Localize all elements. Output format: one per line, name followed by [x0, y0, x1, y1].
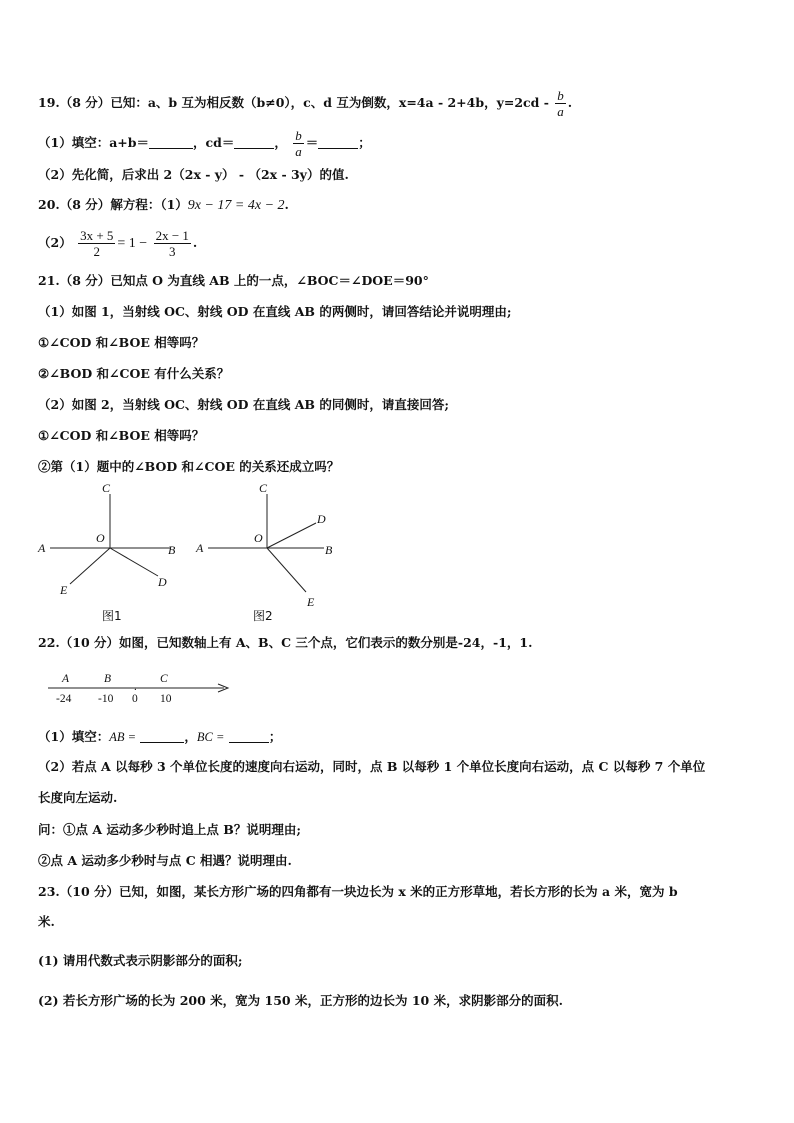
q23-stem-line2: 米.: [38, 914, 55, 929]
q19-text: 已知：a、b 互为相反数（b≠0），c、d 互为倒数，x=4a - 2+4b，y=2cd -: [110, 95, 549, 110]
tick-label-2: -10: [98, 693, 114, 705]
q22-part2a: 问：①点 A 运动多少秒时追上点 B？说明理由;: [38, 822, 301, 837]
fig1-caption: 图1: [102, 609, 122, 623]
q23-stem: 23.（10 分）已知，如图，某长方形广场的四角都有一块边长为 x 米的正方形草地，若长方形的长为 a 米，宽为 b: [38, 884, 678, 899]
q19-number: 19.: [38, 95, 60, 110]
q19-blank-1[interactable]: [149, 136, 193, 149]
q19-blank-3[interactable]: [318, 136, 358, 149]
q22-blank-bc[interactable]: [229, 730, 269, 743]
q22-part2-line2: 长度向左运动.: [38, 790, 118, 805]
fig1-label-e: E: [60, 583, 68, 597]
tick-label-4: 10: [160, 693, 172, 705]
q20-fraction-2: $\frac{2x - 1}{3}$: [155, 228, 189, 259]
q20-stem: 20.（8 分）解方程：（1）9x − 17 = 4x − 2.: [38, 197, 289, 213]
q19-blank-2[interactable]: [234, 136, 274, 149]
fig1-label-a: A: [38, 541, 46, 555]
q22-number-line: [40, 668, 240, 708]
point-b-label: B: [104, 673, 112, 685]
q19-stem: 19.（8 分）已知：a、b 互为相反数（b≠0），c、d 互为倒数，x=4a - 2+4b，y=2cd - $\frac{b}{a}$ .: [38, 88, 573, 119]
q20-equation-1: 9x − 17 = 4x − 2: [187, 198, 285, 213]
q23-part2: (2) 若长方形广场的长为 200 米，宽为 150 米，正方形的边长为 10 米，求阴影部分的面积.: [38, 993, 563, 1008]
fig2-label-a: A: [196, 541, 204, 555]
figure-2: [208, 494, 324, 592]
fig2-ray-oe: [267, 548, 306, 592]
origin-dot: .: [134, 681, 137, 693]
point-a-label: A: [62, 673, 70, 685]
q19-part1-fraction: $\frac{b}{a}$: [295, 128, 302, 159]
fig1-label-o: O: [96, 531, 105, 545]
fig2-label-o: O: [254, 531, 263, 545]
q22-part1: （1）填空：AB = ，BC = ；: [38, 729, 282, 744]
q22-stem: 22.（10 分）如图，已知数轴上有 A、B、C 三个点，它们表示的数分别是-24，-1，1.: [38, 635, 533, 650]
point-c-label: C: [160, 673, 168, 685]
q19-fraction: $\frac{b}{a}$: [557, 88, 564, 119]
fig2-label-d: D: [317, 512, 326, 526]
q20-fraction-1: $\frac{3x + 5}{2}$: [80, 228, 114, 259]
fig1-ray-oe: [70, 548, 110, 584]
q19-part2: （2）先化简，后求出 2（2x - y） - （2x - 3y）的值.: [38, 167, 349, 182]
fig1-label-c: C: [102, 481, 111, 495]
figure-1: [50, 494, 170, 584]
fig2-label-e: E: [307, 595, 315, 609]
q21-stem: 21.（8 分）已知点 O 为直线 AB 上的一点，∠BOC＝∠DOE＝90°: [38, 273, 429, 288]
q23-part1: (1) 请用代数式表示阴影部分的面积;: [38, 953, 243, 968]
q21-part1b: ②∠BOD 和∠COE 有什么关系？: [38, 366, 230, 381]
fig1-label-d: D: [158, 575, 167, 589]
q22-part2b: ②点 A 运动多少秒时与点 C 相遇？说明理由.: [38, 853, 292, 868]
fig2-caption: 图2: [253, 609, 273, 623]
q19-part1: （1）填空：a+b＝ ，cd＝ ， $\frac{b}{a}$ ＝ ；: [38, 128, 371, 159]
fig2-label-b: B: [325, 543, 333, 557]
q21-part1: （1）如图 1，当射线 OC、射线 OD 在直线 AB 的两侧时，请回答结论并说明理由;: [38, 304, 512, 319]
fig2-label-c: C: [259, 481, 268, 495]
q21-part2a: ①∠COD 和∠BOE 相等吗？: [38, 428, 205, 443]
fig1-label-b: B: [168, 543, 176, 557]
q21-part2: （2）如图 2，当射线 OC、射线 OD 在直线 AB 的同侧时，请直接回答;: [38, 397, 449, 412]
q22-part2-line1: （2）若点 A 以每秒 3 个单位长度的速度向右运动，同时，点 B 以每秒 1 个单位长度向右运动，点 C 以每秒 7 个单位: [38, 759, 706, 774]
q22-blank-ab[interactable]: [140, 730, 184, 743]
fig1-ray-od: [110, 548, 158, 576]
fig2-ray-od: [267, 523, 316, 548]
tick-label-1: -24: [56, 693, 72, 705]
tick-label-3: 0: [132, 693, 138, 705]
q21-part1a: ①∠COD 和∠BOE 相等吗？: [38, 335, 205, 350]
q19-score: （8 分）: [59, 95, 111, 110]
q21-figures: [30, 478, 350, 628]
q21-part2b: ②第（1）题中的∠BOD 和∠COE 的关系还成立吗？: [38, 459, 340, 474]
q20-part2: （2） $\frac{3x + 5}{2}$ = 1 − $\frac{2x - 1}{3}$ .: [38, 228, 198, 259]
